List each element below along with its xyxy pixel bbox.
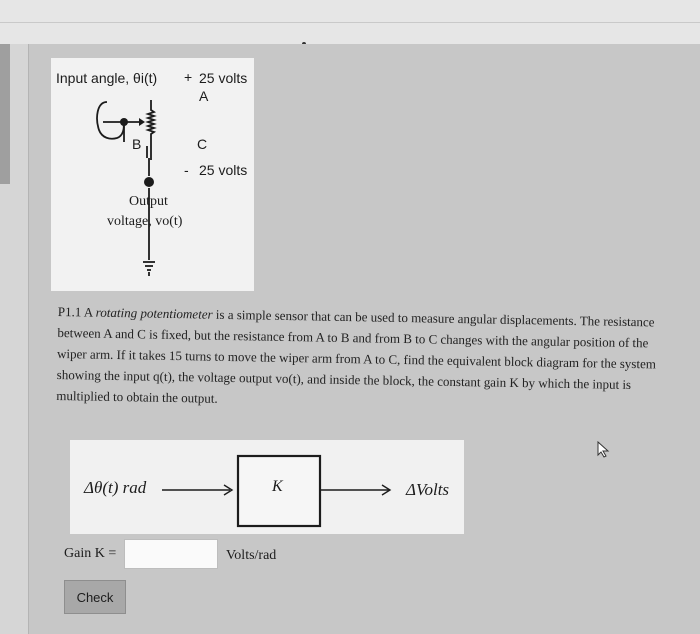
- output-label-line1: Output: [129, 194, 168, 209]
- gain-label: Gain K =: [64, 546, 117, 561]
- resistor-element: [148, 100, 154, 160]
- left-edge-strip: [0, 44, 10, 184]
- top-voltage-label: 25 volts: [199, 70, 248, 86]
- mouse-cursor-icon: [597, 441, 611, 459]
- plus-sign: +: [184, 69, 193, 85]
- node-b-label: B: [132, 136, 142, 152]
- bottom-voltage-label: 25 volts: [199, 162, 248, 178]
- rotation-arrow: [97, 102, 124, 139]
- gain-input[interactable]: [124, 539, 218, 569]
- output-label-line2: voltage, vo(t): [107, 214, 183, 229]
- problem-body: is a simple sensor that can be used to measure angular displacements. The resistance between A and C is fixed, but the resistance from A to B and from B to C changes with the angular position of the wiper arm. If it takes 15 turns to move the wiper arm from A to C, find the equivalent block diagram for the system showing the input q(t), the voltage output vo(t), and inside the block, the constant gain K by which the input is multiplied to obtain the output.: [56, 306, 657, 406]
- unit-label: Volts/rad: [226, 548, 277, 563]
- input-angle-label: Input angle, θi(t): [56, 70, 158, 86]
- check-button[interactable]: Check: [64, 580, 126, 614]
- minus-sign: -: [184, 162, 189, 178]
- potentiometer-figure: [51, 58, 254, 291]
- node-a-label: A: [199, 88, 209, 104]
- block-diagram: [70, 440, 464, 534]
- wiper-arrowhead: [139, 118, 145, 126]
- browser-top-bar: [0, 0, 700, 44]
- block-k-label: K: [272, 478, 283, 495]
- pivot-dot: [120, 118, 128, 126]
- problem-text: [56, 301, 658, 416]
- output-terminal: [144, 177, 154, 187]
- input-label: Δθ(t) rad: [84, 478, 147, 497]
- node-c-label: C: [197, 136, 208, 152]
- problem-number: P1.1 A: [57, 303, 93, 320]
- problem-term: rotating potentiometer: [95, 304, 213, 322]
- output-label: ΔVolts: [406, 480, 450, 499]
